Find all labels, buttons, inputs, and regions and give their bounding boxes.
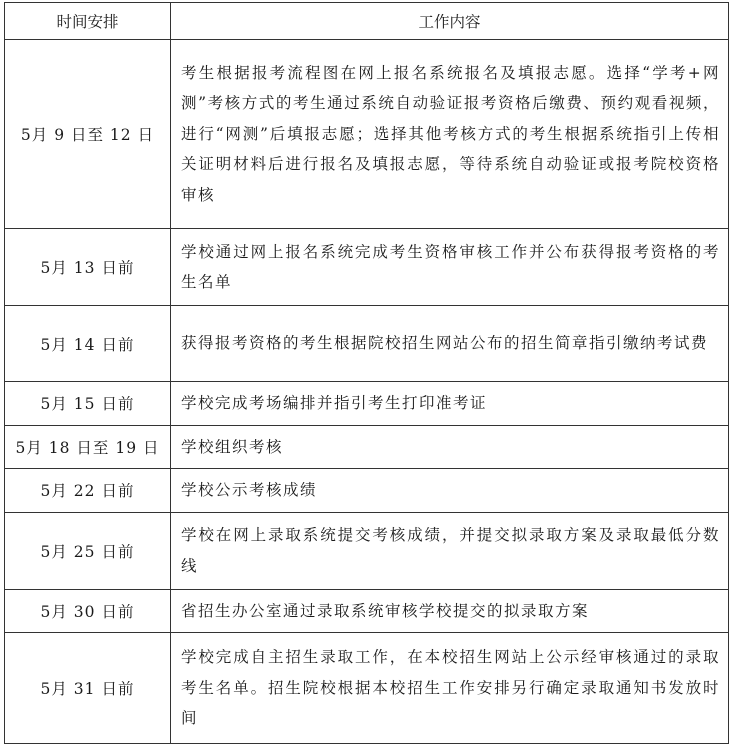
table-row — [5, 633, 729, 744]
row-content: 学校完成考场编排并指引考生打印准考证 — [171, 382, 729, 426]
header-row — [5, 3, 729, 40]
header-time: 时间安排 — [5, 3, 171, 40]
row-content: 学校在网上录取系统提交考核成绩，并提交拟录取方案及录取最低分数线 — [171, 512, 729, 589]
row-time: 5月 18 日至 19 日 — [5, 425, 171, 469]
row-time: 5月 25 日前 — [5, 512, 171, 589]
table-row — [5, 229, 729, 306]
table-row — [5, 512, 729, 589]
row-time: 5月 14 日前 — [5, 306, 171, 382]
row-time: 5月 13 日前 — [5, 229, 171, 306]
row-content: 获得报考资格的考生根据院校招生网站公布的招生简章指引缴纳考试费 — [171, 306, 729, 382]
row-time: 5月 15 日前 — [5, 382, 171, 426]
row-content: 学校组织考核 — [171, 425, 729, 469]
row-time: 5月 30 日前 — [5, 589, 171, 633]
row-time: 5月 22 日前 — [5, 469, 171, 513]
table-row — [5, 382, 729, 426]
table-row — [5, 589, 729, 633]
row-content: 学校公示考核成绩 — [171, 469, 729, 513]
table-row — [5, 40, 729, 229]
table-row — [5, 469, 729, 513]
row-time: 5月 9 日至 12 日 — [5, 40, 171, 229]
row-content: 考生根据报考流程图在网上报名系统报名及填报志愿。选择“学考+网测”考核方式的考生通过系统自动验证报考资格后缴费、预约观看视频，进行“网测”后填报志愿；选择其他考核方式的考生根据系统指引上传相关证明材料后进行报名及填报志愿，等待系统自动验证或报考院校资格审核 — [171, 40, 729, 229]
table-row — [5, 425, 729, 469]
row-content: 省招生办公室通过录取系统审核学校提交的拟录取方案 — [171, 589, 729, 633]
header-content: 工作内容 — [171, 3, 729, 40]
table-row — [5, 306, 729, 382]
schedule-table — [4, 2, 729, 744]
row-content: 学校通过网上报名系统完成考生资格审核工作并公布获得报考资格的考生名单 — [171, 229, 729, 306]
row-content: 学校完成自主招生录取工作，在本校招生网站上公示经审核通过的录取考生名单。招生院校根据本校招生工作安排另行确定录取通知书发放时间 — [171, 633, 729, 744]
row-time: 5月 31 日前 — [5, 633, 171, 744]
